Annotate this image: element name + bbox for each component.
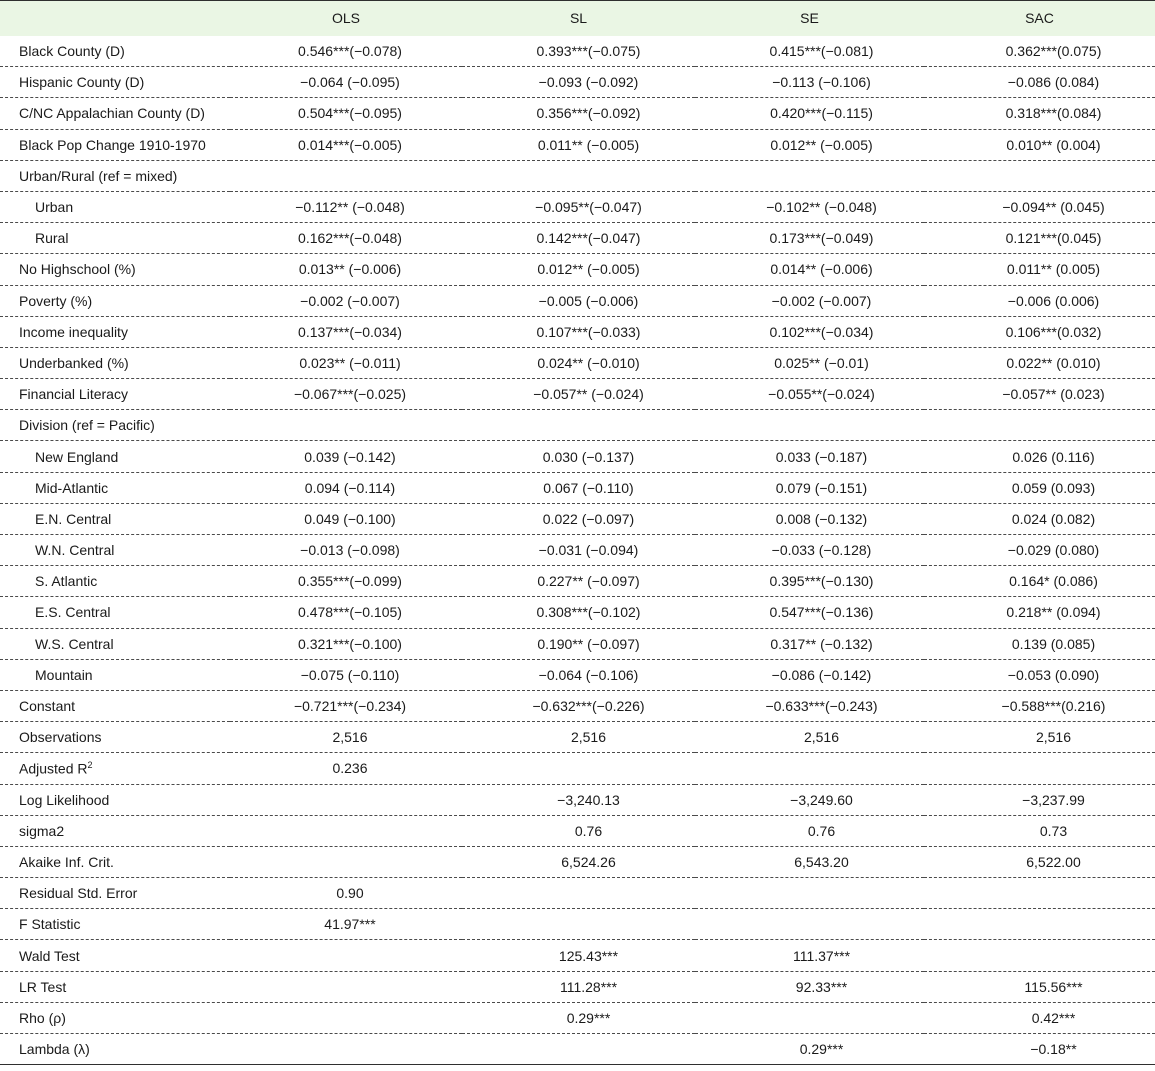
sl-cell: −0.632***(−0.226) bbox=[462, 690, 695, 721]
table-row bbox=[0, 129, 1155, 160]
se-cell bbox=[695, 909, 924, 940]
sac-cell: −0.057** (0.023) bbox=[924, 379, 1155, 410]
row-label bbox=[0, 753, 230, 784]
row-label bbox=[0, 160, 230, 191]
se-cell: −0.002 (−0.007) bbox=[695, 285, 924, 316]
sac-cell: −0.18** bbox=[924, 1034, 1155, 1065]
table-row bbox=[0, 503, 1155, 534]
row-label bbox=[0, 722, 230, 753]
table-row bbox=[0, 878, 1155, 909]
row-label bbox=[0, 254, 230, 285]
row-label bbox=[0, 441, 230, 472]
se-cell: 0.29*** bbox=[695, 1034, 924, 1065]
table-row bbox=[0, 160, 1155, 191]
sl-cell: 0.142***(−0.047) bbox=[462, 223, 695, 254]
row-label-text: Log Likelihood bbox=[19, 791, 110, 808]
row-label-text: Underbanked (%) bbox=[19, 354, 129, 371]
row-label-text: S. Atlantic bbox=[35, 573, 98, 590]
sac-cell: −0.086 (0.084) bbox=[924, 67, 1155, 98]
row-label bbox=[0, 285, 230, 316]
row-label bbox=[0, 846, 230, 877]
ols-cell bbox=[230, 410, 462, 441]
table-row bbox=[0, 971, 1155, 1002]
sac-cell: 0.022** (0.010) bbox=[924, 347, 1155, 378]
se-cell bbox=[695, 753, 924, 784]
sl-cell: −0.005 (−0.006) bbox=[462, 285, 695, 316]
sac-cell: −0.006 (0.006) bbox=[924, 285, 1155, 316]
row-label-text: Financial Literacy bbox=[19, 386, 128, 403]
row-label-text: E.S. Central bbox=[35, 604, 111, 621]
row-label-text: sigma2 bbox=[19, 822, 65, 839]
ols-cell: 0.137***(−0.034) bbox=[230, 316, 462, 347]
sl-cell: 111.28*** bbox=[462, 971, 695, 1002]
row-label bbox=[0, 36, 230, 67]
ols-cell: 0.90 bbox=[230, 878, 462, 909]
se-cell: 0.415***(−0.081) bbox=[695, 36, 924, 67]
ols-cell bbox=[230, 1002, 462, 1033]
sac-cell: 0.121***(0.045) bbox=[924, 223, 1155, 254]
header-cell-ols: OLS bbox=[230, 1, 462, 36]
row-label bbox=[0, 1002, 230, 1033]
se-cell: 0.420***(−0.115) bbox=[695, 98, 924, 129]
ols-cell: 0.478***(−0.105) bbox=[230, 597, 462, 628]
table-row bbox=[0, 36, 1155, 67]
se-cell bbox=[695, 878, 924, 909]
row-label bbox=[0, 566, 230, 597]
row-label bbox=[0, 597, 230, 628]
ols-cell: −0.112** (−0.048) bbox=[230, 191, 462, 222]
table-row bbox=[0, 815, 1155, 846]
sac-cell: 0.164* (0.086) bbox=[924, 566, 1155, 597]
table-row bbox=[0, 909, 1155, 940]
ols-cell: 0.013** (−0.006) bbox=[230, 254, 462, 285]
ols-cell bbox=[230, 784, 462, 815]
sl-cell: 0.022 (−0.097) bbox=[462, 503, 695, 534]
sl-cell: −0.095**(−0.047) bbox=[462, 191, 695, 222]
table-row bbox=[0, 722, 1155, 753]
table-row bbox=[0, 566, 1155, 597]
row-label-text: Black Pop Change 1910-1970 bbox=[19, 136, 206, 153]
sac-cell bbox=[924, 940, 1155, 971]
ols-cell: 0.355***(−0.099) bbox=[230, 566, 462, 597]
sac-cell: −0.053 (0.090) bbox=[924, 659, 1155, 690]
header-cell-label bbox=[0, 1, 230, 36]
row-label-text: Urban/Rural (ref = mixed) bbox=[19, 167, 178, 184]
ols-cell bbox=[230, 1034, 462, 1065]
sl-cell: 0.356***(−0.092) bbox=[462, 98, 695, 129]
se-cell: 0.547***(−0.136) bbox=[695, 597, 924, 628]
sac-cell: 115.56*** bbox=[924, 971, 1155, 1002]
row-label-text: Rural bbox=[35, 230, 69, 247]
table-row bbox=[0, 98, 1155, 129]
row-label-text: Urban bbox=[35, 199, 74, 216]
ols-cell bbox=[230, 160, 462, 191]
sac-cell bbox=[924, 753, 1155, 784]
sl-cell: 6,524.26 bbox=[462, 846, 695, 877]
row-label bbox=[0, 971, 230, 1002]
table-row bbox=[0, 659, 1155, 690]
row-label bbox=[0, 1034, 230, 1065]
sl-cell bbox=[462, 878, 695, 909]
sac-cell bbox=[924, 878, 1155, 909]
sl-cell: −0.064 (−0.106) bbox=[462, 659, 695, 690]
sl-cell: 0.393***(−0.075) bbox=[462, 36, 695, 67]
sac-cell bbox=[924, 410, 1155, 441]
ols-cell: 0.236 bbox=[230, 753, 462, 784]
row-label bbox=[0, 909, 230, 940]
ols-cell: 0.049 (−0.100) bbox=[230, 503, 462, 534]
sac-cell: 0.024 (0.082) bbox=[924, 503, 1155, 534]
ols-cell bbox=[230, 815, 462, 846]
table-row bbox=[0, 690, 1155, 721]
se-cell: 0.012** (−0.005) bbox=[695, 129, 924, 160]
table-row bbox=[0, 535, 1155, 566]
row-label bbox=[0, 628, 230, 659]
se-cell: 6,543.20 bbox=[695, 846, 924, 877]
row-label bbox=[0, 379, 230, 410]
ols-cell bbox=[230, 971, 462, 1002]
row-label-text: Income inequality bbox=[19, 323, 128, 340]
sl-cell bbox=[462, 909, 695, 940]
table-row bbox=[0, 628, 1155, 659]
ols-cell: 0.504***(−0.095) bbox=[230, 98, 462, 129]
table-row bbox=[0, 597, 1155, 628]
sac-cell: 0.318***(0.084) bbox=[924, 98, 1155, 129]
ols-cell: 0.014***(−0.005) bbox=[230, 129, 462, 160]
header-cell-se: SE bbox=[695, 1, 924, 36]
se-cell: 92.33*** bbox=[695, 971, 924, 1002]
sac-cell bbox=[924, 160, 1155, 191]
ols-cell: −0.002 (−0.007) bbox=[230, 285, 462, 316]
row-label bbox=[0, 940, 230, 971]
row-label-text: C/NC Appalachian County (D) bbox=[19, 105, 205, 122]
ols-cell: 2,516 bbox=[230, 722, 462, 753]
table-row bbox=[0, 846, 1155, 877]
sl-cell: 0.190** (−0.097) bbox=[462, 628, 695, 659]
row-label-text: Observations bbox=[19, 729, 102, 746]
se-cell: −0.633***(−0.243) bbox=[695, 690, 924, 721]
sac-cell: −0.588***(0.216) bbox=[924, 690, 1155, 721]
row-label-text: Adjusted R bbox=[19, 760, 88, 777]
row-label bbox=[0, 67, 230, 98]
header-cell-sl: SL bbox=[462, 1, 695, 36]
sac-cell: 0.73 bbox=[924, 815, 1155, 846]
se-cell: 0.102***(−0.034) bbox=[695, 316, 924, 347]
sl-cell: 0.107***(−0.033) bbox=[462, 316, 695, 347]
ols-cell: 0.023** (−0.011) bbox=[230, 347, 462, 378]
row-label bbox=[0, 503, 230, 534]
ols-cell: −0.075 (−0.110) bbox=[230, 659, 462, 690]
se-cell: 0.395***(−0.130) bbox=[695, 566, 924, 597]
se-cell: 0.317** (−0.132) bbox=[695, 628, 924, 659]
sl-cell: 0.29*** bbox=[462, 1002, 695, 1033]
sl-cell: −0.093 (−0.092) bbox=[462, 67, 695, 98]
sl-cell: 0.024** (−0.010) bbox=[462, 347, 695, 378]
sl-cell bbox=[462, 1034, 695, 1065]
row-label bbox=[0, 690, 230, 721]
row-label bbox=[0, 347, 230, 378]
table-header-row bbox=[0, 1, 1155, 36]
table-row bbox=[0, 1002, 1155, 1033]
table-row bbox=[0, 316, 1155, 347]
se-cell bbox=[695, 1002, 924, 1033]
table-row bbox=[0, 410, 1155, 441]
row-label-text: Wald Test bbox=[19, 947, 80, 964]
table-row bbox=[0, 223, 1155, 254]
row-label-text: No Highschool (%) bbox=[19, 261, 136, 278]
ols-cell: 0.546***(−0.078) bbox=[230, 36, 462, 67]
table-row bbox=[0, 472, 1155, 503]
sac-cell: 0.011** (0.005) bbox=[924, 254, 1155, 285]
row-label-text: Rho (ρ) bbox=[19, 1009, 66, 1026]
table-row bbox=[0, 254, 1155, 285]
sac-cell: −0.094** (0.045) bbox=[924, 191, 1155, 222]
sl-cell: 125.43*** bbox=[462, 940, 695, 971]
sac-cell: 0.42*** bbox=[924, 1002, 1155, 1033]
row-label-text: Akaike Inf. Crit. bbox=[19, 853, 114, 870]
sac-cell: 2,516 bbox=[924, 722, 1155, 753]
se-cell bbox=[695, 160, 924, 191]
table-body bbox=[0, 36, 1155, 1065]
table-row bbox=[0, 67, 1155, 98]
ols-cell: 0.321***(−0.100) bbox=[230, 628, 462, 659]
table-row bbox=[0, 441, 1155, 472]
row-label-text: Black County (D) bbox=[19, 42, 125, 59]
row-label-superscript: 2 bbox=[87, 760, 93, 771]
row-label bbox=[0, 129, 230, 160]
sac-cell: −0.029 (0.080) bbox=[924, 535, 1155, 566]
sl-cell: −0.031 (−0.094) bbox=[462, 535, 695, 566]
se-cell: −3,249.60 bbox=[695, 784, 924, 815]
se-cell: 111.37*** bbox=[695, 940, 924, 971]
sl-cell: 0.011** (−0.005) bbox=[462, 129, 695, 160]
row-label bbox=[0, 472, 230, 503]
sl-cell: −0.057** (−0.024) bbox=[462, 379, 695, 410]
sac-cell: 0.026 (0.116) bbox=[924, 441, 1155, 472]
sac-cell: 0.010** (0.004) bbox=[924, 129, 1155, 160]
se-cell: −0.033 (−0.128) bbox=[695, 535, 924, 566]
row-label-text: Mountain bbox=[35, 666, 93, 683]
sl-cell: 2,516 bbox=[462, 722, 695, 753]
row-label-text: Division (ref = Pacific) bbox=[19, 417, 155, 434]
ols-cell: 0.162***(−0.048) bbox=[230, 223, 462, 254]
sl-cell bbox=[462, 410, 695, 441]
ols-cell bbox=[230, 846, 462, 877]
sac-cell: 0.106***(0.032) bbox=[924, 316, 1155, 347]
ols-cell: 41.97*** bbox=[230, 909, 462, 940]
header-cell-sac: SAC bbox=[924, 1, 1155, 36]
se-cell: 0.033 (−0.187) bbox=[695, 441, 924, 472]
sac-cell: −3,237.99 bbox=[924, 784, 1155, 815]
row-label-text: W.S. Central bbox=[35, 635, 114, 652]
ols-cell bbox=[230, 940, 462, 971]
row-label-text: E.N. Central bbox=[35, 510, 112, 527]
row-label-text: W.N. Central bbox=[35, 542, 115, 559]
row-label-text: New England bbox=[35, 448, 119, 465]
row-label-text: Residual Std. Error bbox=[19, 885, 138, 902]
se-cell: −0.086 (−0.142) bbox=[695, 659, 924, 690]
se-cell: 0.079 (−0.151) bbox=[695, 472, 924, 503]
row-label bbox=[0, 410, 230, 441]
sl-cell: −3,240.13 bbox=[462, 784, 695, 815]
sac-cell: 6,522.00 bbox=[924, 846, 1155, 877]
sac-cell: 0.059 (0.093) bbox=[924, 472, 1155, 503]
row-label bbox=[0, 659, 230, 690]
se-cell: −0.113 (−0.106) bbox=[695, 67, 924, 98]
se-cell: −0.102** (−0.048) bbox=[695, 191, 924, 222]
row-label-text: Hispanic County (D) bbox=[19, 74, 145, 91]
row-label-text: F Statistic bbox=[19, 916, 81, 933]
table-row bbox=[0, 191, 1155, 222]
sac-cell: 0.139 (0.085) bbox=[924, 628, 1155, 659]
sac-cell bbox=[924, 909, 1155, 940]
row-label bbox=[0, 223, 230, 254]
row-label-text: LR Test bbox=[19, 978, 67, 995]
row-label bbox=[0, 98, 230, 129]
ols-cell: −0.721***(−0.234) bbox=[230, 690, 462, 721]
row-label bbox=[0, 878, 230, 909]
sl-cell: 0.308***(−0.102) bbox=[462, 597, 695, 628]
se-cell: 0.025** (−0.01) bbox=[695, 347, 924, 378]
se-cell: 0.014** (−0.006) bbox=[695, 254, 924, 285]
row-label-text: Poverty (%) bbox=[19, 292, 93, 309]
sl-cell: 0.76 bbox=[462, 815, 695, 846]
ols-cell: 0.039 (−0.142) bbox=[230, 441, 462, 472]
row-label bbox=[0, 815, 230, 846]
ols-cell: −0.013 (−0.098) bbox=[230, 535, 462, 566]
row-label bbox=[0, 191, 230, 222]
ols-cell: −0.064 (−0.095) bbox=[230, 67, 462, 98]
se-cell: 2,516 bbox=[695, 722, 924, 753]
sl-cell: 0.030 (−0.137) bbox=[462, 441, 695, 472]
se-cell: 0.76 bbox=[695, 815, 924, 846]
row-label bbox=[0, 316, 230, 347]
sac-cell: 0.362***(0.075) bbox=[924, 36, 1155, 67]
table-row bbox=[0, 940, 1155, 971]
sl-cell: 0.067 (−0.110) bbox=[462, 472, 695, 503]
row-label bbox=[0, 535, 230, 566]
table-row bbox=[0, 753, 1155, 784]
sl-cell: 0.012** (−0.005) bbox=[462, 254, 695, 285]
sl-cell bbox=[462, 160, 695, 191]
se-cell bbox=[695, 410, 924, 441]
sac-cell: 0.218** (0.094) bbox=[924, 597, 1155, 628]
table-row bbox=[0, 347, 1155, 378]
table-row bbox=[0, 784, 1155, 815]
table-row bbox=[0, 1034, 1155, 1065]
sl-cell: 0.227** (−0.097) bbox=[462, 566, 695, 597]
table-row bbox=[0, 379, 1155, 410]
se-cell: −0.055**(−0.024) bbox=[695, 379, 924, 410]
row-label bbox=[0, 784, 230, 815]
table-row bbox=[0, 285, 1155, 316]
se-cell: 0.008 (−0.132) bbox=[695, 503, 924, 534]
sl-cell bbox=[462, 753, 695, 784]
ols-cell: −0.067***(−0.025) bbox=[230, 379, 462, 410]
row-label-text: Lambda (λ) bbox=[19, 1041, 90, 1058]
ols-cell: 0.094 (−0.114) bbox=[230, 472, 462, 503]
row-label-text: Constant bbox=[19, 698, 76, 715]
row-label-text: Mid-Atlantic bbox=[35, 479, 109, 496]
se-cell: 0.173***(−0.049) bbox=[695, 223, 924, 254]
